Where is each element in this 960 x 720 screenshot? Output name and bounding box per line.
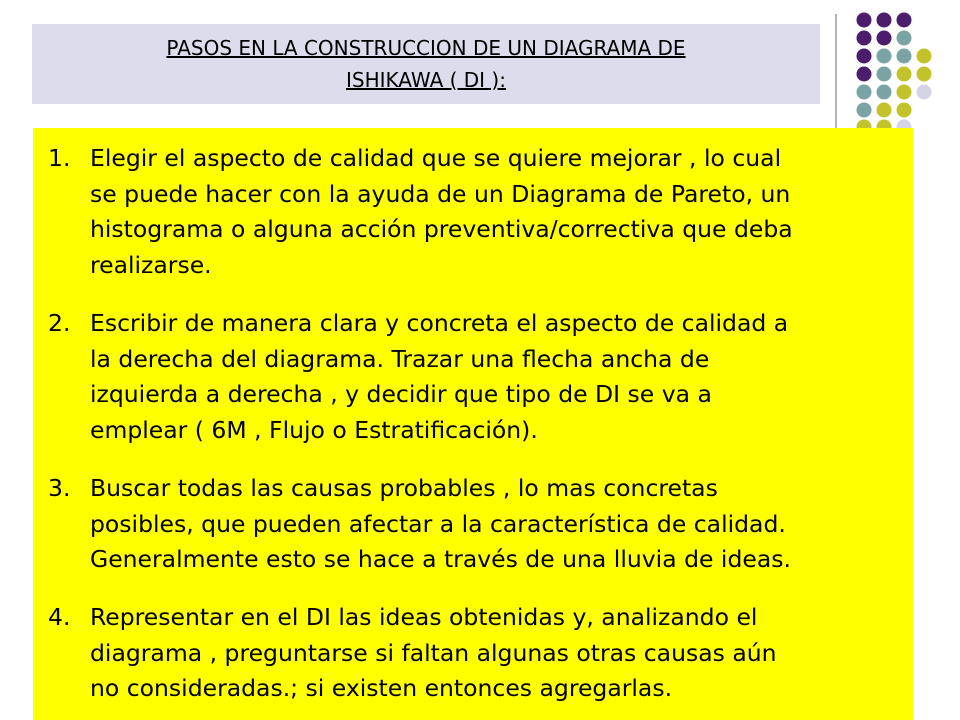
decorative-dot xyxy=(877,13,892,28)
decorative-dot xyxy=(897,67,912,82)
step-number: 3. xyxy=(48,474,71,502)
step-line: emplear ( 6M , Flujo o Estratificación). xyxy=(90,415,538,444)
decorative-dot xyxy=(877,31,892,46)
step-number: 2. xyxy=(48,309,71,337)
step-line: se puede hacer con la ayuda de un Diagrama de Pareto, un xyxy=(90,179,791,208)
step-text xyxy=(90,471,910,578)
step-line: posibles, que pueden afectar a la característica de calidad. xyxy=(90,509,786,538)
decorative-dot xyxy=(897,31,912,46)
decorative-dot xyxy=(917,67,932,82)
title-line-1: PASOS EN LA CONSTRUCCION DE UN DIAGRAMA DE xyxy=(166,36,686,60)
step-text xyxy=(90,600,910,707)
step-number: 4. xyxy=(48,603,71,631)
decorative-dot xyxy=(897,103,912,118)
step-line: realizarse. xyxy=(90,250,212,279)
decorative-dot xyxy=(857,85,872,100)
decorative-dot-grid xyxy=(0,0,960,140)
decorative-dot xyxy=(897,49,912,64)
decorative-dot xyxy=(917,49,932,64)
decorative-dot xyxy=(917,85,932,100)
decorative-dot xyxy=(857,103,872,118)
decorative-dot xyxy=(857,31,872,46)
step-line: Representar en el DI las ideas obtenidas y, analizando el xyxy=(90,603,758,631)
step-number: 1. xyxy=(48,144,71,172)
decorative-dot xyxy=(877,49,892,64)
step-line: Buscar todas las causas probables , lo mas concretas xyxy=(90,474,718,502)
step-line: la derecha del diagrama. Trazar una flecha ancha de xyxy=(90,344,710,373)
step-text xyxy=(90,306,910,448)
decorative-dot xyxy=(897,85,912,100)
step-line: Generalmente esto se hace a través de una lluvia de ideas. xyxy=(90,545,791,573)
steps-list xyxy=(33,128,913,720)
step-line: Elegir el aspecto de calidad que se quiere mejorar , lo cual xyxy=(90,144,782,172)
step-line: izquierda a derecha , y decidir que tipo de DI se va a xyxy=(90,380,712,408)
decorative-dot xyxy=(877,85,892,100)
step-text xyxy=(90,141,910,283)
step-line: histograma o alguna acción preventiva/correctiva que deba xyxy=(90,215,793,243)
step-line: Escribir de manera clara y concreta el aspecto de calidad a xyxy=(90,309,789,337)
decorative-dot xyxy=(857,49,872,64)
decorative-dot xyxy=(877,67,892,82)
decorative-dot xyxy=(877,103,892,118)
step-line: no consideradas.; si existen entonces agregarlas. xyxy=(90,674,673,702)
decorative-dot xyxy=(897,13,912,28)
decorative-dot xyxy=(857,13,872,28)
step-line: diagrama , preguntarse si faltan algunas otras causas aún xyxy=(90,638,777,667)
title-line-2: ISHIKAWA ( DI ): xyxy=(346,68,506,92)
decorative-dot xyxy=(857,67,872,82)
